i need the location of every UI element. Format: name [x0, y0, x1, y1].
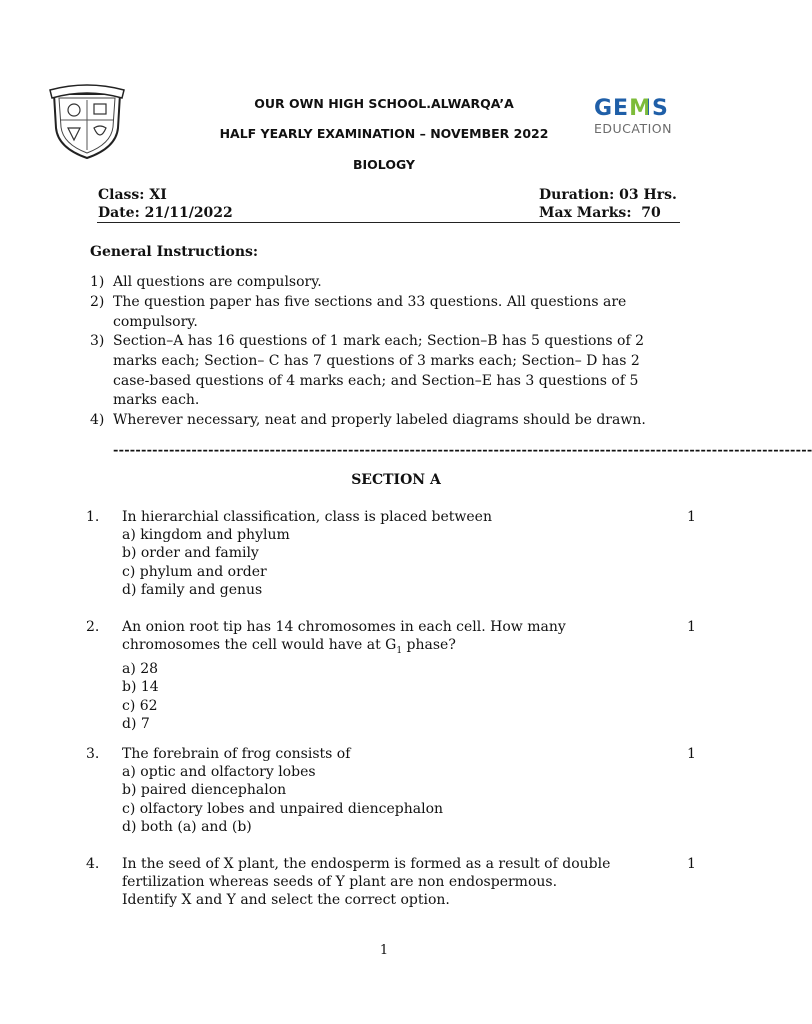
instruction-item	[90, 293, 680, 333]
option: b) paired diencephalon	[122, 782, 287, 799]
instruction-text: Wherever necessary, neat and properly labeled diagrams should be drawn.	[113, 412, 646, 428]
option: b) order and family	[122, 545, 259, 562]
option: d) family and genus	[122, 581, 263, 598]
gems-logo-subtitle: EDUCATION	[594, 121, 672, 136]
option: b) 14	[122, 679, 159, 696]
instruction-item	[90, 273, 680, 293]
question-stem-line: Identify X and Y and select the correct option.	[122, 892, 450, 909]
question-number: 2.	[86, 619, 100, 635]
header-divider	[97, 222, 680, 223]
instruction-text: The question paper has five sections and 33 questions. All questions are compulsory.	[113, 294, 627, 330]
exam-title: HALF YEARLY EXAMINATION – NOVEMBER 2022	[219, 126, 549, 141]
question-marks: 1	[687, 746, 696, 762]
gems-education-logo	[594, 96, 686, 138]
instruction-item	[90, 411, 680, 431]
question-1	[86, 508, 696, 599]
question-4	[86, 855, 696, 910]
question-marks: 1	[687, 509, 696, 525]
question-stem-text: An onion root tip has 14 chromosomes in each cell. How many chromosomes the cell would have at G	[122, 619, 566, 654]
instruction-number: 2)	[90, 294, 105, 310]
question-marks: 1	[687, 619, 696, 635]
dashed-separator: -----------------------------------------------------------------------------------------------------------------------------	[113, 443, 812, 458]
option: c) olfactory lobes and unpaired diencephalon	[122, 800, 444, 817]
question-2	[86, 618, 696, 733]
subscript: 1	[396, 646, 403, 656]
question-stem-line: fertilization whereas seeds of Y plant are non endospermous.	[122, 874, 558, 891]
instruction-item	[90, 332, 680, 411]
question-stem	[122, 618, 662, 660]
gems-logo-text: GEMS	[594, 96, 669, 121]
question-marks: 1	[687, 856, 696, 872]
duration-label: Duration: 03 Hrs.	[539, 187, 677, 203]
option: c) phylum and order	[122, 563, 267, 580]
instruction-number: 1)	[90, 274, 105, 290]
option: d) 7	[122, 715, 150, 732]
instruction-number: 3)	[90, 333, 105, 349]
instruction-number: 4)	[90, 412, 105, 428]
gems-logo-word	[594, 96, 686, 121]
class-label: Class: XI	[98, 187, 167, 203]
option: c) 62	[122, 697, 158, 714]
question-stem-line: In the seed of X plant, the endosperm is formed as a result of double	[122, 856, 611, 872]
instruction-text: Section–A has 16 questions of 1 mark each; Section–B has 5 questions of 2 marks each; Section– C has 7 questions of 3 marks each; Section– D has 2 case-based questions of 4 marks each; and Section–E has 3 questions of 5 marks each.	[113, 333, 645, 409]
date-label: Date: 21/11/2022	[98, 205, 233, 221]
question-stem-text: phase?	[402, 637, 456, 654]
max-marks-label: Max Marks: 70	[539, 205, 661, 221]
subject-title: BIOLOGY	[353, 157, 415, 172]
school-name: OUR OWN HIGH SCHOOL.ALWARQA’A	[254, 96, 514, 111]
instructions-title: General Instructions:	[90, 244, 259, 260]
question-number: 3.	[86, 746, 100, 762]
option: a) 28	[122, 661, 159, 678]
question-3	[86, 745, 696, 836]
section-title: SECTION A	[351, 472, 441, 488]
question-stem: The forebrain of frog consists of	[122, 746, 351, 762]
question-number: 1.	[86, 509, 100, 525]
instruction-text: All questions are compulsory.	[113, 274, 322, 290]
page-number: 1	[379, 943, 389, 958]
question-stem: In hierarchial classification, class is placed between	[122, 509, 492, 525]
option: a) kingdom and phylum	[122, 527, 290, 544]
option: d) both (a) and (b)	[122, 818, 252, 835]
option: a) optic and olfactory lobes	[122, 764, 316, 781]
question-number: 4.	[86, 856, 100, 872]
